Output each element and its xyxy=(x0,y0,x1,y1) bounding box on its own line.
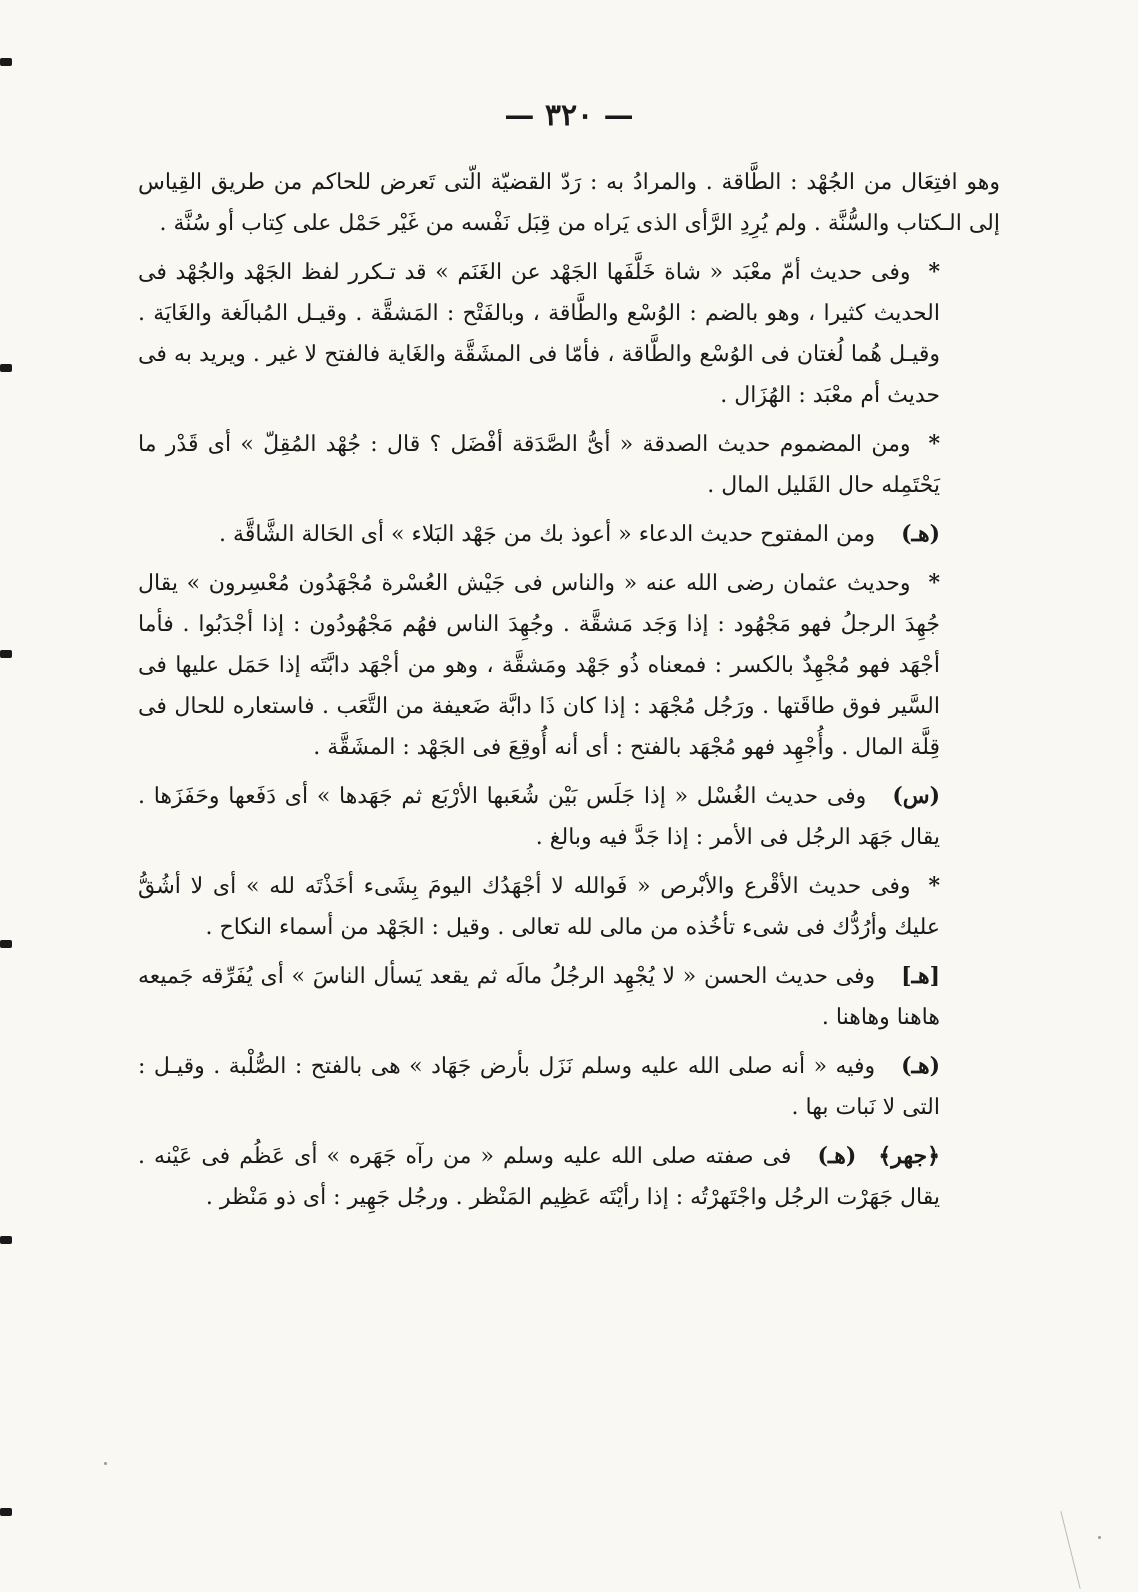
scan-speck xyxy=(104,1462,107,1465)
scan-crease xyxy=(1060,1511,1080,1589)
paragraph-7 xyxy=(138,866,1000,948)
paragraph-4 xyxy=(138,514,1000,555)
headword: ﴿جهر﴾ xyxy=(878,1143,940,1169)
paragraph-5 xyxy=(138,563,1000,768)
entry-marker: * xyxy=(928,259,940,285)
scan-edge-mark xyxy=(0,1236,12,1244)
paragraph-2 xyxy=(138,252,1000,416)
paragraph-text: وفى حديث الحسن « لا يُجْهِد الرجُلُ مالَه ثم يقعد يَسأل الناسَ » أى يُفَرِّقه جَميعه هاهنا وهاهنا . xyxy=(138,964,940,1030)
paragraph-text: وفيه « أنه صلى الله عليه وسلم نَزَل بأرض جَهَاد » هى بالفتح : الصُّلْبة . وقيـل : التى لا نَبات بها . xyxy=(138,1054,940,1120)
source-tag: (س) xyxy=(892,783,940,809)
scan-edge-mark xyxy=(0,940,12,948)
source-tag: [هـ] xyxy=(901,963,940,989)
source-tag: (هـ) xyxy=(901,1053,940,1079)
entry-marker: * xyxy=(928,570,940,596)
paragraph-text: ومن المفتوح حديث الدعاء « أعوذ بك من جَهْد البَلاء » أى الحَالة الشَّاقَّة . xyxy=(219,522,876,547)
scan-edge-mark xyxy=(0,58,12,66)
paragraph-text: فى صفته صلى الله عليه وسلم « من رآه جَهَره » أى عَظُم فى عَيْنه . يقال جَهَرْت الرجُل واجْتَهرْتُه : إذا رأيْتَه عَظِيم المَنْظر . ورجُل جَهِير : أى ذو مَنْظر . xyxy=(138,1144,940,1210)
paragraph-text: وفى حديث الأقْرع والأبْرص « فَوالله لا أجْهَدُك اليومَ بِشَىء أخَذْتَه لله » أى لا أشُقُّ عليك وأرُدُّك فى شىء تأخُذه من مالى لله تعالى . وقيل : الجَهْد من أسماء النكاح . xyxy=(138,874,940,940)
source-tag: (هـ) xyxy=(817,1143,857,1169)
paragraph-text: وفى حديث الغُسْل « إذا جَلَس بَيْن شُعَبها الأرْبَع ثم جَهَدها » أى دَفَعها وحَفَزَها . يقال جَهَد الرجُل فى الأمر : إذا جَدَّ فيه وبالغ . xyxy=(138,784,940,850)
dictionary-text xyxy=(138,162,1000,1226)
source-tag: (هـ) xyxy=(901,521,940,547)
scan-edge-mark xyxy=(0,1508,12,1516)
page-number: — ٣٢٠ — xyxy=(504,98,634,133)
paragraph-10 xyxy=(138,1136,1000,1218)
entry-marker: * xyxy=(928,873,940,899)
scan-edge-mark xyxy=(0,650,12,658)
paragraph-3 xyxy=(138,424,1000,506)
paragraph-1 xyxy=(138,162,1000,244)
entry-marker: * xyxy=(928,431,940,457)
paragraph-text: وهو افتِعَال من الجُهْد : الطَّاقة . والمرادُ به : رَدّ القضيّة الّتى تَعرض للحاكم من طريق القِياس إلى الـكتاب والسُّنَّة . ولم يُرِدِ الرَّأى الذى يَراه من قِبَل نَفْسه من غَيْر حَمْل على كِتاب أو سُنَّة . xyxy=(138,170,1000,236)
paragraph-8 xyxy=(138,956,1000,1038)
scan-speck xyxy=(1098,1536,1101,1539)
paragraph-9 xyxy=(138,1046,1000,1128)
paragraph-text: ومن المضموم حديث الصدقة « أىُّ الصَّدَقة أفْضَل ؟ قال : جُهْد المُقِلّ » أى قَدْر ما يَحْتَمِله حال القَليل المال . xyxy=(138,432,940,498)
scan-edge-mark xyxy=(0,364,12,372)
paragraph-text: وحديث عثمان رضى الله عنه « والناس فى جَيْش العُسْرة مُجْهَدُون مُعْسِرون » يقال جُهِدَ الرجلُ فهو مَجْهُود : إذا وَجَد مَشقَّة . وجُهِدَ الناس فهُم مَجْهُودُون : إذا أجْدَبُوا . فأما أجْهَد فهو مُجْهِدٌ بالكسر : فمعناه ذُو جَهْد ومَشقَّة ، وهو من أجْهَد دابَّتَه إذا حَمَل عليها فى السَّير فوق طاقَتها . ورَجُل مُجْهَد : إذا كان ذَا دابَّة ضَعيفة من التَّعَب . فاستعاره للحال فى قِلَّة المال . وأُجْهِد فهو مُجْهَد بالفتح : أى أنه أُوقِعَ فى الجَهْد : المشَقَّة . xyxy=(138,571,940,760)
paragraph-text: وفى حديث أمّ معْبَد « شاة خَلَّفَها الجَهْد عن الغَنَم » قد تـكرر لفظ الجَهْد والجُهْد فى الحديث كثيرا ، وهو بالضم : الوُسْع والطَّاقة ، وبالفَتْح : المَشقَّة . وقيـل المُبالَغة والغَايَة . وقيـل هُما لُغتان فى الوُسْع والطَّاقة ، فأمّا فى المشَقَّة والغَاية فالفتح لا غير . ويريد به فى حديث أم معْبَد : الهُزَال . xyxy=(138,260,940,408)
paragraph-6 xyxy=(138,776,1000,858)
